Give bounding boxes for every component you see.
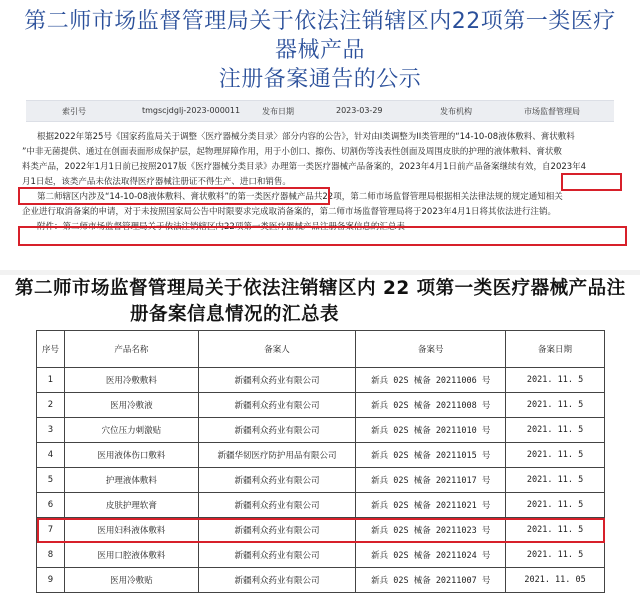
cell-holder: 新疆利众药业有限公司 bbox=[198, 468, 356, 493]
date-label: 发布日期 bbox=[262, 107, 294, 116]
date-value: 2023-03-29 bbox=[336, 106, 383, 115]
cell-holder: 新疆华韧医疗防护用品有限公司 bbox=[198, 443, 356, 468]
cell-date: 2021. 11. 5 bbox=[506, 518, 605, 543]
cell-name: 皮肤护理软膏 bbox=[64, 493, 198, 518]
metadata-bar bbox=[26, 100, 614, 122]
table-row bbox=[37, 368, 605, 393]
cell-date: 2021. 11. 5 bbox=[506, 368, 605, 393]
highlight-box-cancel bbox=[18, 226, 627, 246]
cell-reg: 新兵 02S 械备 20211024 号 bbox=[356, 543, 506, 568]
cell-date: 2021. 11. 5 bbox=[506, 418, 605, 443]
cell-name: 医用液体伤口敷料 bbox=[64, 443, 198, 468]
notice-title-line1: 第二师市场监督管理局关于依法注销辖区内22项第一类医疗器械产品 bbox=[24, 9, 616, 63]
cell-name: 医用冷敷液 bbox=[64, 393, 198, 418]
header-no: 序号 bbox=[37, 331, 65, 368]
attachment-line: 附件：第二师市场监督管理局关于依法注销辖区内22项第一类医疗器械产品注册备案信息的汇总表 bbox=[37, 222, 405, 232]
cell-no: 9 bbox=[37, 568, 65, 593]
table-row-highlighted bbox=[37, 518, 605, 543]
cell-no: 4 bbox=[37, 443, 65, 468]
table-row bbox=[37, 543, 605, 568]
cell-holder: 新疆利众药业有限公司 bbox=[198, 418, 356, 443]
cell-date: 2021. 11. 5 bbox=[506, 543, 605, 568]
cell-date: 2021. 11. 5 bbox=[506, 443, 605, 468]
cell-name: 医用口腔液体敷料 bbox=[64, 543, 198, 568]
cell-holder: 新疆利众药业有限公司 bbox=[198, 368, 356, 393]
cell-no: 3 bbox=[37, 418, 65, 443]
cell-name: 穴位压力刺激贴 bbox=[64, 418, 198, 443]
cell-reg: 新兵 02S 械备 20211008 号 bbox=[356, 393, 506, 418]
cell-date: 2021. 11. 5 bbox=[506, 393, 605, 418]
cell-name: 医用冷敷敷料 bbox=[64, 368, 198, 393]
cell-date: 2021. 11. 05 bbox=[506, 568, 605, 593]
cell-no: 5 bbox=[37, 468, 65, 493]
cell-no: 8 bbox=[37, 543, 65, 568]
para1-line4: 月1日起，该类产品未依法取得医疗器械注册证不得生产、进口和销售。 bbox=[22, 177, 291, 187]
notice-title-line2: 注册备案通告的公示 bbox=[218, 67, 422, 92]
cell-reg: 新兵 02S 械备 20211010 号 bbox=[356, 418, 506, 443]
cell-holder: 新疆利众药业有限公司 bbox=[198, 543, 356, 568]
header-name: 产品名称 bbox=[64, 331, 198, 368]
para1-highlight: 自2023年4 bbox=[542, 162, 587, 172]
cell-date: 2021. 11. 5 bbox=[506, 493, 605, 518]
para2-line2: 企业进行取消备案的申请，对于未按照国家局公告中时限要求完成取消备案的，第二师市场监督管理局将于2023年4月1日将其依法进行注销。 bbox=[22, 207, 556, 217]
notice-title bbox=[0, 0, 640, 94]
paragraph-1 bbox=[22, 130, 622, 190]
cell-date: 2021. 11. 5 bbox=[506, 468, 605, 493]
summary-title-line1: 第二师市场监督管理局关于依法注销辖区内 22 项第一类医疗器械产品注 bbox=[15, 278, 626, 299]
table-row bbox=[37, 418, 605, 443]
org-value: 市场监督管理局 bbox=[524, 107, 580, 116]
table-body bbox=[37, 368, 605, 593]
summary-title-line2: 册备案信息情况的汇总表 bbox=[130, 304, 340, 325]
notice-body bbox=[22, 130, 622, 235]
cell-holder: 新疆利众药业有限公司 bbox=[198, 493, 356, 518]
cell-no: 7 bbox=[37, 518, 65, 543]
cell-no: 2 bbox=[37, 393, 65, 418]
index-value: tmgscjdglj-2023-000011 bbox=[142, 106, 241, 115]
cell-name: 护理液体敷料 bbox=[64, 468, 198, 493]
cell-holder: 新疆利众药业有限公司 bbox=[198, 568, 356, 593]
cell-name: 医用冷敷贴 bbox=[64, 568, 198, 593]
header-holder: 备案人 bbox=[198, 331, 356, 368]
para1-line3: 料类产品，2022年1月1日前已按照2017版《医疗器械分类目录》办理第一类医疗器械产品备案的，2023年4月1日前产品备案继续有效， bbox=[22, 162, 543, 172]
cell-no: 6 bbox=[37, 493, 65, 518]
cell-reg: 新兵 02S 械备 20211023 号 bbox=[356, 518, 506, 543]
cell-reg: 新兵 02S 械备 20211015 号 bbox=[356, 443, 506, 468]
index-label: 索引号 bbox=[62, 107, 86, 116]
table-row bbox=[37, 493, 605, 518]
header-date: 备案日期 bbox=[506, 331, 605, 368]
table-row bbox=[37, 468, 605, 493]
table-row bbox=[37, 568, 605, 593]
highlight-box-date bbox=[561, 173, 622, 191]
section-divider bbox=[0, 270, 640, 275]
summary-table bbox=[36, 330, 605, 593]
cell-name: 医用妇科液体敷料 bbox=[64, 518, 198, 543]
cell-holder: 新疆利众药业有限公司 bbox=[198, 518, 356, 543]
cell-no: 1 bbox=[37, 368, 65, 393]
highlight-box-ban bbox=[18, 187, 330, 205]
table-row bbox=[37, 443, 605, 468]
cell-reg: 新兵 02S 械备 20211021 号 bbox=[356, 493, 506, 518]
header-reg: 备案号 bbox=[356, 331, 506, 368]
summary-title bbox=[15, 276, 635, 328]
cell-reg: 新兵 02S 械备 20211017 号 bbox=[356, 468, 506, 493]
cell-reg: 新兵 02S 械备 20211006 号 bbox=[356, 368, 506, 393]
para2-line1: 第二师辖区内涉及“14-10-08液体敷料、膏状敷料”的第一类医疗器械产品共22项，第二师市场监督管理局根据相关法律法规的规定通知相关 bbox=[37, 192, 563, 202]
para1-line1: 根据2022年第25号《国家药监局关于调整〈医疗器械分类目录〉部分内容的公告》，针对由I类调整为II类管理的“14-10-08液体敷料、膏状敷料 bbox=[37, 132, 575, 142]
para1-line2: ”中非无菌提供、通过在创面表面形成保护层，起物理屏障作用，用于小创口、擦伤、切割伤等浅表性创面及周围皮肤的护理的液体敷料、膏状敷 bbox=[22, 147, 562, 157]
table-header-row bbox=[37, 331, 605, 368]
cell-reg: 新兵 02S 械备 20211007 号 bbox=[356, 568, 506, 593]
org-label: 发布机构 bbox=[440, 107, 472, 116]
cell-holder: 新疆利众药业有限公司 bbox=[198, 393, 356, 418]
table-row bbox=[37, 393, 605, 418]
